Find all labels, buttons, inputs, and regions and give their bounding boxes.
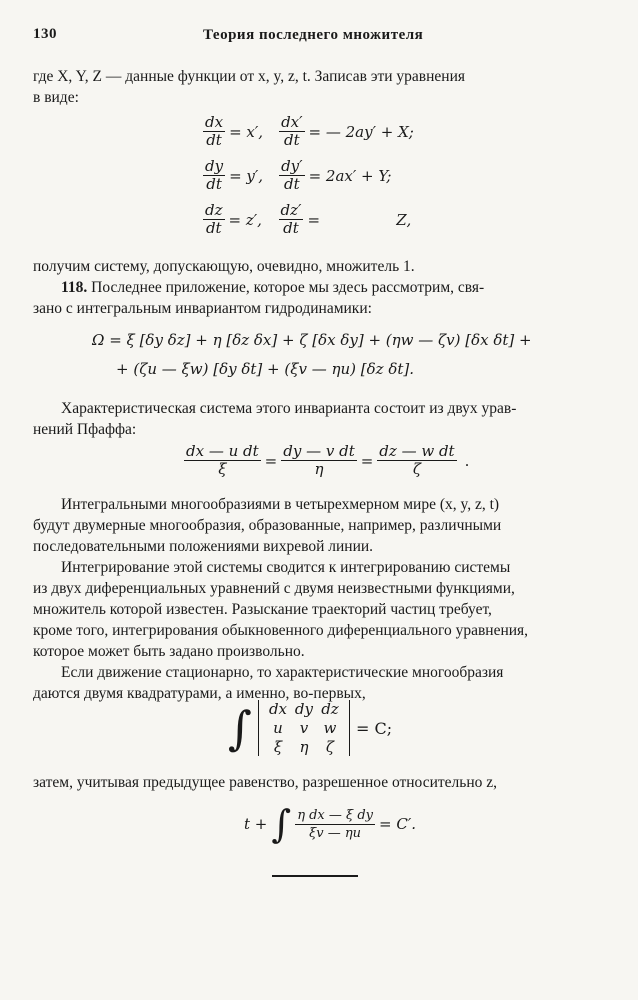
matrix-cell: u [273,719,283,737]
equation-row-x [203,114,414,149]
equation-term: = y′, [229,166,264,185]
section-118-line-2: зано с интегральным инвариантом гидродинамики: [33,300,372,317]
fraction-numerator: dy [205,157,224,175]
fraction-numerator: dz [205,201,223,219]
final-equation [244,802,416,846]
equation-row-y [203,158,391,193]
integral-para-line-3: последовательными положениями вихревой линии. [33,538,374,555]
page-number: 130 [33,26,57,42]
matrix-cell: v [299,719,309,737]
integrate-para-line-4: кроме того, интегрирования обыкновенного диференциального уравнения, [33,622,529,639]
equation-term: = z′, [228,210,262,229]
char-system-line-1: Характеристическая система этого инварианта состоит из двух урав- [61,400,517,417]
fraction-numerator: dx′ [281,113,303,131]
integrate-para-line-3: множитель которой известен. Разыскание траекторий частиц требует, [33,601,492,618]
pfaff-equation [184,443,469,478]
integral-sign: ∫ [228,701,252,755]
fraction-numerator: dz — w dt [379,442,455,460]
integrate-para-line-2: из двух диференциальных уравнений с двумя неизвестными функциями, [33,580,515,597]
equals-sign: = [360,451,374,470]
period: . [464,451,470,470]
fraction-denominator: dt [206,175,222,193]
fraction-denominator: dt [283,219,299,237]
section-number: 118. [61,279,88,296]
matrix-cell: w [323,719,337,737]
fraction-denominator: dt [284,175,300,193]
omega-line-2: + (ζu — ξw) [δy δt] + (ξv — ηu) [δz δt]. [116,360,415,378]
fraction-denominator: dt [205,219,222,237]
matrix-cell: dx [268,700,287,718]
fraction-numerator: dy′ [281,157,303,175]
fraction-denominator: ζ [412,460,421,478]
final-lhs: t + [244,815,268,833]
fraction-denominator: ξv — ηu [309,825,362,841]
after-system-text: получим систему, допускающую, очевидно, множитель 1. [33,258,415,275]
fraction-denominator: ξ [218,460,227,478]
determinant-equation [228,700,392,756]
then-line: затем, учитывая предыдущее равенство, разрешенное относительно z, [33,774,498,791]
matrix-cell: dz [321,700,339,718]
matrix-cell: η [299,738,309,756]
equals-sign: = [264,451,278,470]
equation-term: = Z, [307,210,412,229]
fraction-denominator: dt [283,131,300,149]
omega-line-1: Ω = ξ [δy δz] + η [δz δx] + ζ [δx δy] + (ηw — ζv) [δx δt] + [92,331,532,349]
integral-para-line-2: будут двумерные многообразия, образованные, например, различными [33,517,502,534]
end-rule-divider [272,875,358,877]
final-rhs: = C′. [379,815,416,833]
intro-line-1: где X, Y, Z — данные функции от x, y, z, t. Записав эти уравнения [33,68,466,85]
section-text: Последнее приложение, которое мы здесь рассмотрим, свя- [87,279,485,296]
determinant-matrix [258,700,350,756]
equation-term: = — 2ay′ + X; [308,122,414,141]
matrix-cell: ξ [273,738,283,756]
integral-para-line-1: Интегральными многообразиями в четырехмерном мире (x, y, z, t) [61,496,500,513]
stationary-para-line-1: Если движение стационарно, то характеристические многообразия [61,664,504,681]
fraction-numerator: dz′ [280,201,302,219]
matrix-cell: ζ [325,738,335,756]
integrate-para-line-1: Интегрирование этой системы сводится к интегрированию системы [61,559,511,576]
equation-term: = 2ax′ + Y; [308,166,392,185]
fraction-denominator: dt [206,131,222,149]
char-system-line-2: нений Пфаффа: [33,421,137,438]
equation-term: = x′, [229,122,264,141]
matrix-cell: dy [294,700,313,718]
fraction-numerator: η dx — ξ dy [297,807,373,823]
running-title: Теория последнего множителя [203,27,424,43]
intro-line-2: в виде: [33,89,79,106]
fraction-numerator: dx [205,113,224,131]
determinant-rhs: = C; [355,718,393,738]
fraction-numerator: dx — u dt [186,442,259,460]
fraction-numerator: dy — v dt [283,442,355,460]
equation-row-z [203,202,411,237]
stationary-para-line-2: даются двумя квадратурами, а именно, во-первых, [33,685,366,702]
fraction-denominator: η [314,460,324,478]
integrate-para-line-5: которое может быть задано произвольно. [33,643,305,660]
section-118-line-1 [61,277,484,298]
integral-sign: ∫ [271,802,292,846]
